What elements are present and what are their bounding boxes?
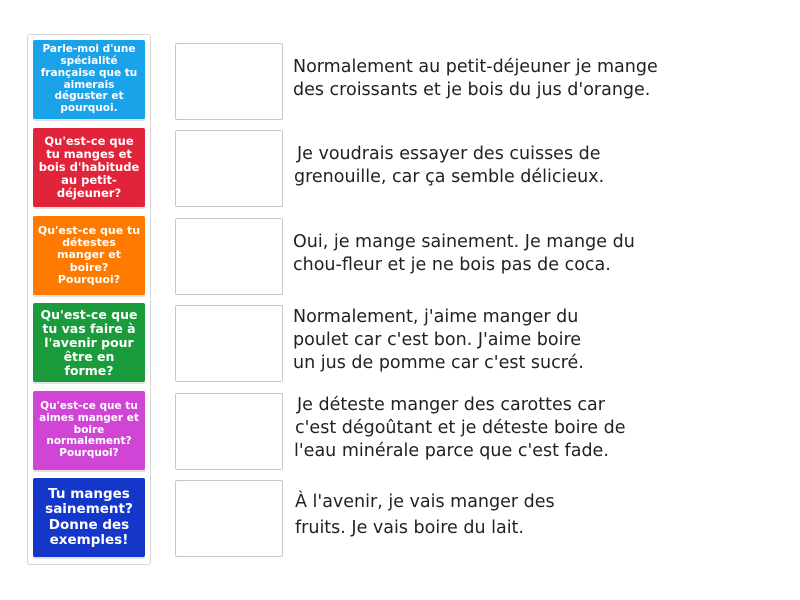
answer-line: grenouille, car ça semble délicieux. [294, 167, 605, 187]
answer-line: poulet car c'est bon. J'aime boire [293, 330, 582, 350]
answer-line: chou-fleur et je ne bois pas de coca. [293, 255, 611, 275]
answer-line: Je déteste manger des carottes car [297, 395, 605, 415]
drop-slot-3[interactable] [175, 218, 283, 295]
answer-line: Je voudrais essayer des cuisses de [297, 144, 601, 164]
drop-slot-2[interactable] [175, 130, 283, 207]
drop-slot-6[interactable] [175, 480, 283, 557]
answer-line: Oui, je mange sainement. Je mange du [293, 232, 635, 252]
answer-line: Normalement, j'aime manger du [293, 307, 579, 327]
answer-text-4 [293, 306, 713, 375]
answer-line: des croissants et je bois du jus d'orange. [293, 80, 651, 100]
card-label: Parle-moi d'une spécialité française que tu aimerais déguster et pourquoi. [40, 43, 138, 114]
drop-slot-4[interactable] [175, 305, 283, 382]
card-label: Qu'est-ce que tu manges et bois d'habitude au petit-déjeuner? [38, 134, 140, 200]
drop-slot-1[interactable] [175, 43, 283, 120]
answer-text-1 [293, 56, 713, 102]
card-label: Qu'est-ce que tu détestes manger et boire? Pourquoi? [37, 223, 141, 286]
answer-line: À l'avenir, je vais manger des [295, 492, 555, 512]
card-label: Qu'est-ce que tu aimes manger et boire normalement? Pourquoi? [39, 400, 139, 460]
card-label: Qu'est-ce que tu vas faire à l'avenir pour être en forme? [40, 306, 138, 378]
answer-line: un jus de pomme car c'est sucré. [293, 353, 584, 373]
card-label: Tu manges sainement? Donne des exemples! [45, 486, 133, 548]
answer-line: Normalement au petit-déjeuner je mange [293, 57, 658, 77]
answer-text-2 [294, 143, 717, 189]
card-aimes-normalement[interactable] [33, 391, 145, 470]
card-specialite-francaise[interactable] [33, 40, 145, 119]
card-manges-sainement[interactable] [33, 478, 145, 557]
answer-text-6 [295, 491, 715, 540]
answer-line: fruits. Je vais boire du lait. [295, 518, 524, 538]
card-avenir-en-forme[interactable] [33, 303, 145, 382]
answer-line: c'est dégoûtant et je déteste boire de [295, 418, 626, 438]
card-detestes[interactable] [33, 216, 145, 295]
drop-slot-5[interactable] [175, 393, 283, 470]
answer-text-3 [293, 231, 713, 277]
answer-text-5 [294, 394, 717, 463]
card-petit-dejeuner[interactable] [33, 128, 145, 207]
answer-line: l'eau minérale parce que c'est fade. [294, 441, 609, 461]
